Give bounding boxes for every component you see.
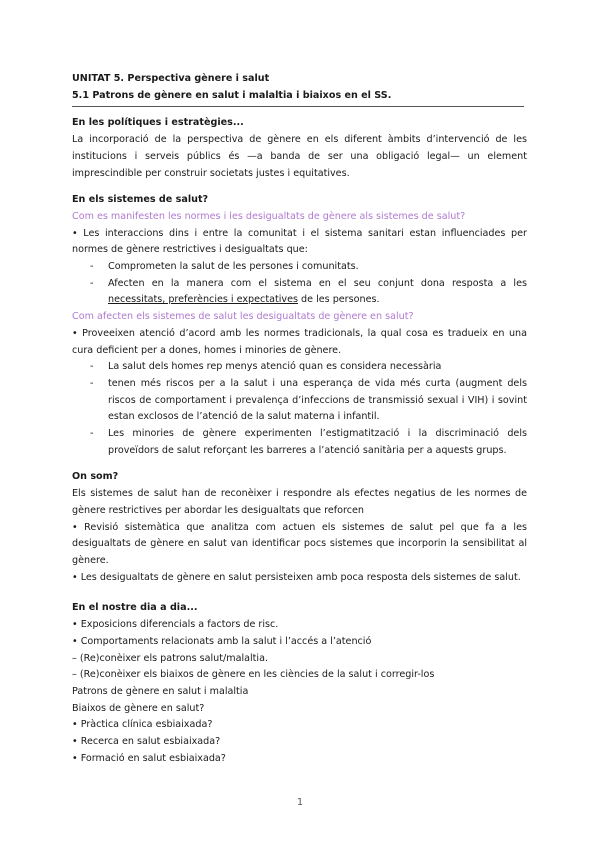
- paragraph-interactions: • Les interaccions dins i entre la comunitat i el sistema sanitari estan influenciades per normes de gènere restrictives i desigualtats que:: [72, 227, 527, 256]
- heading-where: On som?: [72, 471, 119, 483]
- list-item: • Exposicions diferencials a factors de risc.: [72, 619, 279, 631]
- dash-marker: -: [90, 277, 94, 289]
- section-title: 5.1 Patrons de gènere en salut i malaltia i biaixos en el SS.: [72, 89, 392, 101]
- paragraph-persist: • Les desigualtats de gènere en salut persisteixen amb poca resposta dels sistemes de salut.: [72, 571, 521, 583]
- list-item: Patrons de gènere en salut i malaltia: [72, 685, 249, 697]
- list-item: • Comportaments relacionats amb la salut i l’accés a l’atenció: [72, 635, 372, 647]
- paragraph-policies: La incorporació de la perspectiva de gènere en els diferent àmbits d’intervenció de les institucions i serveis públics és —a banda de ser una obligació legal— un element imprescindible per construir societats justes i equitatives.: [72, 134, 527, 179]
- divider: [72, 106, 524, 107]
- list-item: Biaixos de gènere en salut?: [72, 702, 205, 714]
- dash-marker: -: [90, 361, 94, 373]
- question-norms: Com es manifesten les normes i les desigualtats de gènere als sistemes de salut?: [72, 210, 466, 222]
- list-item: - Comprometen la salut de les persones i comunitats.: [72, 259, 527, 276]
- heading-policies: En les polítiques i estratègies...: [72, 117, 244, 129]
- list-item: – (Re)conèixer els biaixos de gènere en les ciències de la salut i corregir-los: [72, 669, 435, 681]
- dash-marker: -: [90, 261, 94, 273]
- dash-marker: -: [90, 377, 94, 389]
- document-page: [72, 71, 527, 767]
- heading-health-systems: En els sistemes de salut?: [72, 194, 209, 206]
- question-affect: Com afecten els sistemes de salut les desigualtats de gènere en salut?: [72, 311, 414, 323]
- list-item: • Formació en salut esbiaixada?: [72, 752, 226, 764]
- list-item: - tenen més riscos per a la salut i una esperança de vida més curta (augment dels riscos de comportament i prevalença d’infeccions de transmissió sexual i VIH) i sovint estan exclosos de l’atenció de la salut materna i infantil.: [90, 377, 527, 423]
- paragraph-recognize: Els sistemes de salut han de reconèixer i respondre als efectes negatius de les normes de gènere restrictives per abordar les desigualtats que reforcen: [72, 488, 527, 516]
- list-item: • Pràctica clínica esbiaixada?: [72, 719, 213, 731]
- list-item: - La salut dels homes rep menys atenció quan es considera necessària: [72, 359, 527, 376]
- list-item: - Afecten en la manera com el sistema en el seu conjunt dona resposta a les necessitats, preferències i expectatives de les persones.: [90, 277, 527, 306]
- list-item: • Recerca en salut esbiaixada?: [72, 736, 221, 748]
- heading-daily: En el nostre dia a dia...: [72, 602, 198, 614]
- paragraph-review: • Revisió sistemàtica que analitza com actuen els sistemes de salut pel que fa a les desigualtats de gènere en salut van identificar pocs sistemes que incorporin la sensibilitat al gènere.: [72, 521, 527, 566]
- list-item: - Les minories de gènere experimenten l’estigmatització i la discriminació dels proveïdors de salut reforçant les barreres a l’atenció sanitària per a aquests grups.: [90, 428, 527, 456]
- unit-title: UNITAT 5. Perspectiva gènere i salut: [72, 73, 270, 84]
- paragraph-provide: • Proveeixen atenció d’acord amb les normes tradicionals, la qual cosa es tradueix en una cura deficient per a dones, homes i minories de gènere.: [72, 327, 527, 356]
- page-number: 1: [296, 797, 304, 808]
- dash-marker: -: [90, 428, 94, 440]
- list-item: – (Re)conèixer els patrons salut/malaltia.: [72, 652, 269, 664]
